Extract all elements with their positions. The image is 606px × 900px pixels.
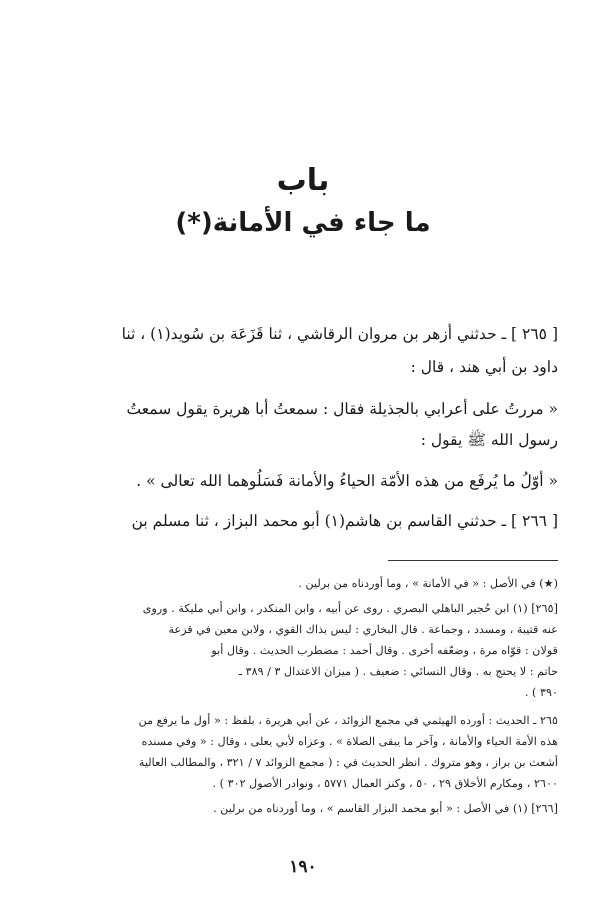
body-line: داود بن أبي هند ، قال : xyxy=(410,358,558,376)
chapter-subheading: ما جاء في الأمانة(*) xyxy=(175,208,431,238)
footnote-line: عنه قتيبة ، ومسدد ، وجماعة . قال البخاري : ليس بذاك القوي ، ولابن معين في قزعة xyxy=(168,623,558,636)
body-line: رسول الله ﷺ يقول : xyxy=(420,431,558,449)
body-line: « مررتُ على أعرابي بالجذيلة فقال : سمعتُ أبا هريرة يقول سمعتُ xyxy=(126,400,558,418)
footnote-line: ٢٦٠٠ ، ومكارم الأخلاق ٢٩ ، ٥٠ ، وكنز العمال ٥٧٧١ ، ونوادر الأصول ٣٠٢ ) . xyxy=(212,777,558,790)
footnote-line: [٢٦٥] (١) ابن حُجير الباهلي البصري . روى عن أبيه ، وابن المنكدر ، وابن أبي مليكة . وروى xyxy=(142,602,558,615)
footnote-line: ٣٩٠ ) . xyxy=(524,686,558,699)
footnote-line: أشعث بن براز ، وهو متروك . انظر الحديث في : ( مجمع الزوائد ٧ / ٣٢١ ، والمطالب العالية xyxy=(138,756,558,769)
footnote-line: (★) في الأصل : « في الأمانة » ، وما أوردناه من برلين . xyxy=(298,577,558,590)
body-line: [ ٢٦٥ ] ـ حدثني أزهر بن مروان الرقاشي ، ثنا قَزَعَة بن سُويد(١) ، ثنا xyxy=(121,325,558,343)
footnote-separator xyxy=(388,560,558,561)
page-number: ١٩٠ xyxy=(289,857,317,877)
chapter-heading: باب xyxy=(276,163,330,198)
footnote-line: حاتم : لا يحتج به . وقال النسائي : ضعيف . ( ميزان الاعتدال ٣ / ٣٨٩ ـ xyxy=(238,665,558,678)
footnote-line: هذه الأمة الحياء والأمانة ، وآخر ما يبقى الصلاة » . وعزاه لأبي يعلى ، وقال : « وفي مسنده xyxy=(141,735,558,748)
body-line: [ ٢٦٦ ] ـ حدثني القاسم بن هاشم(١) أبو محمد البزاز ، ثنا مسلم بن xyxy=(131,512,558,530)
footnote-line: قولان : قوّاه مرة ، وضعّفه أخرى . وقال أحمد : مضطرب الحديث . وقال أبو xyxy=(211,644,558,657)
body-line: « أوّلُ ما يُرفَع من هذه الأمّة الحياءُ والأمانة فَسَلُوهما الله تعالى » . xyxy=(136,472,558,490)
footnote-line: ٢٦٥ ـ الحديث : أورده الهيثمي في مجمع الزوائد ، عن أبي هريرة ، بلفظ : « أول ما يرفع من xyxy=(138,714,558,727)
footnote-line: [٢٦٦] (١) في الأصل : « أبو محمد البزار القاسم » ، وما أوردناه من برلين . xyxy=(213,802,558,815)
